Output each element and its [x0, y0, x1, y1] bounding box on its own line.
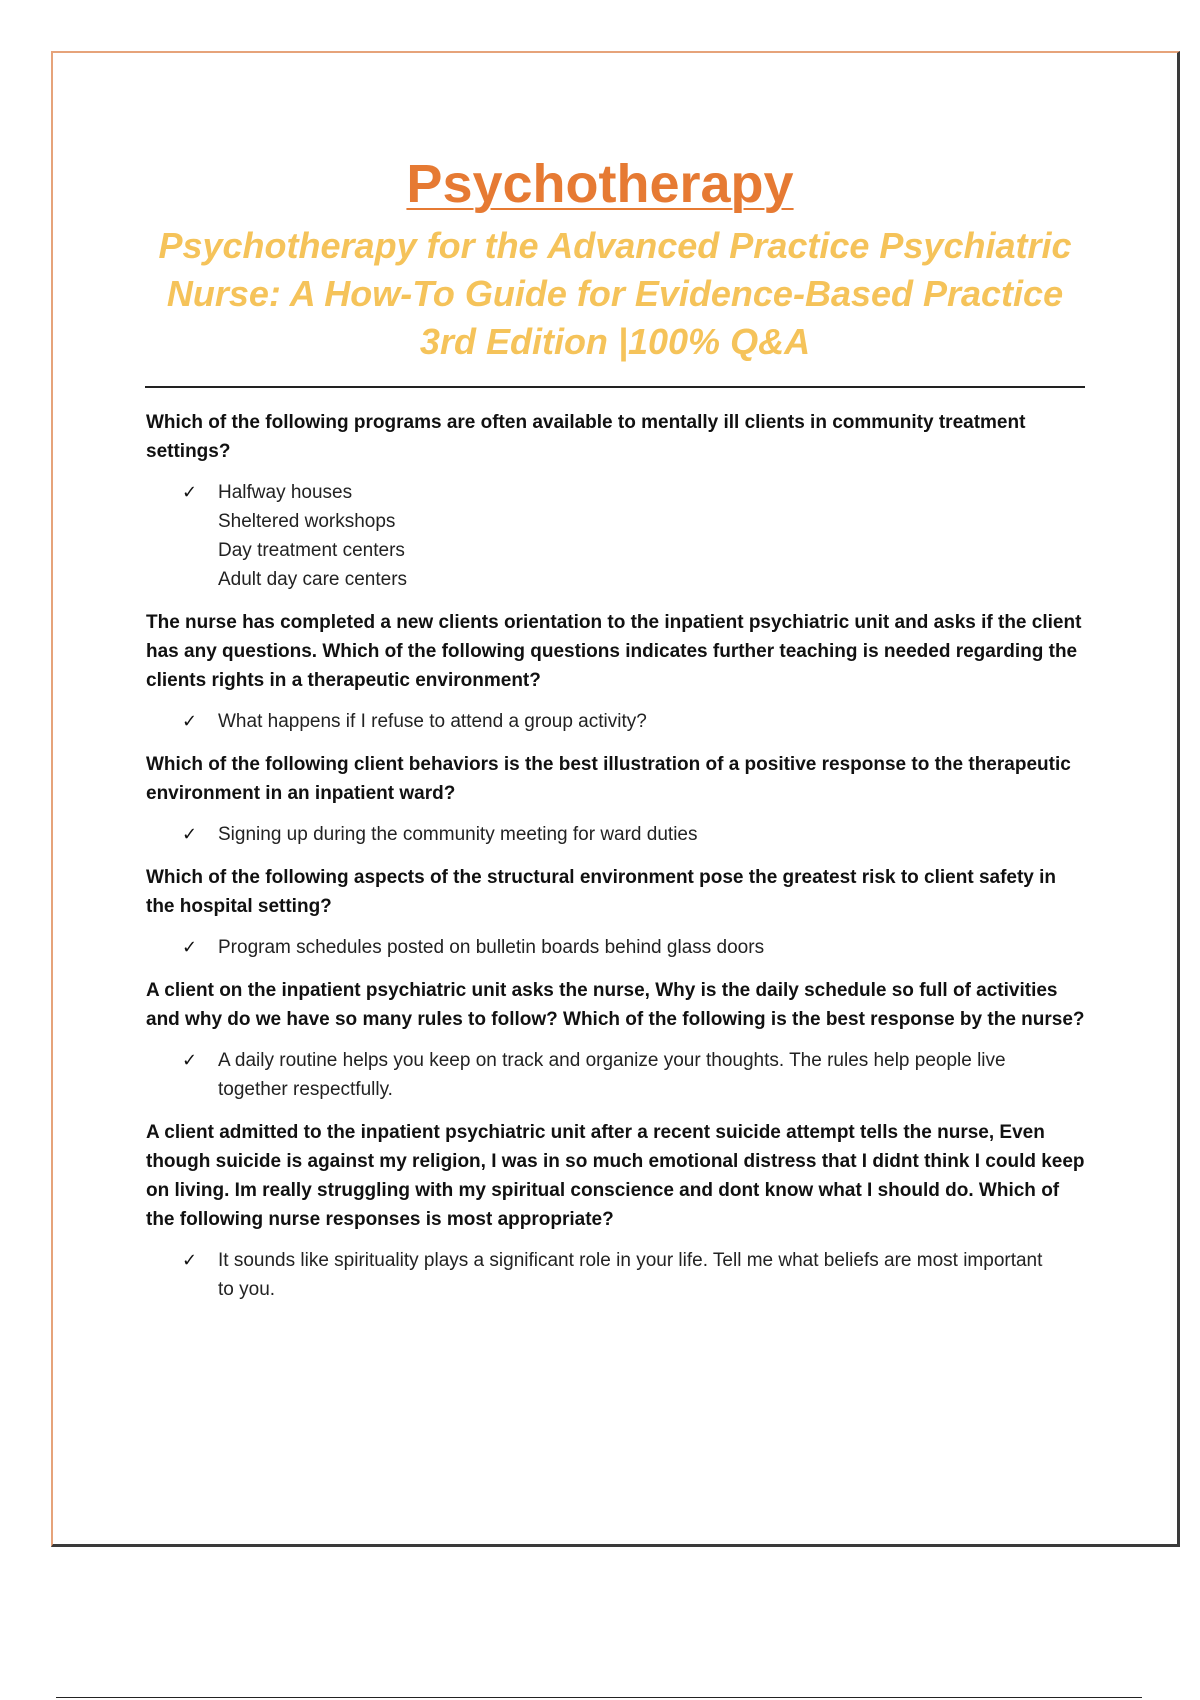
- answer-item: [182, 820, 1086, 849]
- check-icon: ✓: [182, 824, 198, 845]
- check-icon: ✓: [182, 1250, 198, 1271]
- question-text: A client admitted to the inpatient psychiatric unit after a recent suicide attempt tells the nurse, Even though suicide is against my religion, I was in so much emotional distress that I didnt think I could keep on living. Im really struggling with my spiritual conscience and dont know what I should do. Which of the following nurse responses is most appropriate?: [146, 1122, 1085, 1230]
- qa-item: [146, 608, 1086, 736]
- answer-text: Day treatment centers: [218, 540, 405, 561]
- answer-text: It sounds like spirituality plays a significant role in your life. Tell me what beliefs are most important to you.: [218, 1250, 1043, 1300]
- answer-item: [218, 565, 1086, 594]
- answer-list: [146, 1046, 1086, 1104]
- answer-text: Program schedules posted on bulletin boards behind glass doors: [218, 937, 765, 958]
- answer-text: A daily routine helps you keep on track and organize your thoughts. The rules help people live together respectfully.: [218, 1050, 1006, 1100]
- page-bottom-rule: [56, 1697, 1142, 1698]
- document-title: Psychotherapy: [406, 154, 794, 214]
- answer-text: What happens if I refuse to attend a group activity?: [218, 711, 647, 732]
- answer-text: Signing up during the community meeting for ward duties: [218, 824, 698, 845]
- question-text: Which of the following aspects of the structural environment pose the greatest risk to client safety in the hospital setting?: [146, 867, 1057, 917]
- qa-item: [146, 408, 1086, 594]
- answer-text: Halfway houses: [218, 482, 353, 503]
- answer-list: [146, 820, 1086, 849]
- answer-item: [182, 1246, 1086, 1304]
- check-icon: ✓: [182, 482, 198, 503]
- check-icon: ✓: [182, 711, 198, 732]
- answer-item: [182, 1046, 1086, 1104]
- check-icon: ✓: [182, 1050, 198, 1071]
- qa-item: [146, 750, 1086, 849]
- qa-item: [146, 976, 1086, 1104]
- check-icon: ✓: [182, 937, 198, 958]
- answer-text: Adult day care centers: [218, 569, 408, 590]
- answer-list: [146, 478, 1086, 594]
- document-subtitle: Psychotherapy for the Advanced Practice Psychiatric Nurse: A How-To Guide for Evidence-Based Practice 3rd Edition |100% Q&A: [158, 225, 1072, 362]
- answer-list: [146, 707, 1086, 736]
- title-divider: [145, 386, 1085, 388]
- qa-list: [146, 408, 1086, 1318]
- answer-item: [218, 536, 1086, 565]
- answer-item: [182, 707, 1086, 736]
- answer-list: [146, 933, 1086, 962]
- qa-item: [146, 863, 1086, 962]
- answer-item: [182, 478, 1086, 507]
- question-text: Which of the following client behaviors is the best illustration of a positive response to the therapeutic environment in an inpatient ward?: [146, 754, 1071, 804]
- qa-item: [146, 1118, 1086, 1304]
- question-text: The nurse has completed a new clients orientation to the inpatient psychiatric unit and asks if the client has any questions. Which of the following questions indicates further teaching is needed regarding the clients rights in a therapeutic environment?: [146, 612, 1082, 691]
- answer-item: [218, 507, 1086, 536]
- question-text: Which of the following programs are often available to mentally ill clients in community treatment settings?: [146, 412, 1026, 462]
- answer-item: [182, 933, 1086, 962]
- question-text: A client on the inpatient psychiatric unit asks the nurse, Why is the daily schedule so full of activities and why do we have so many rules to follow? Which of the following is the best response by the nurse?: [146, 980, 1085, 1030]
- answer-list: [146, 1246, 1086, 1304]
- answer-text: Sheltered workshops: [218, 511, 396, 532]
